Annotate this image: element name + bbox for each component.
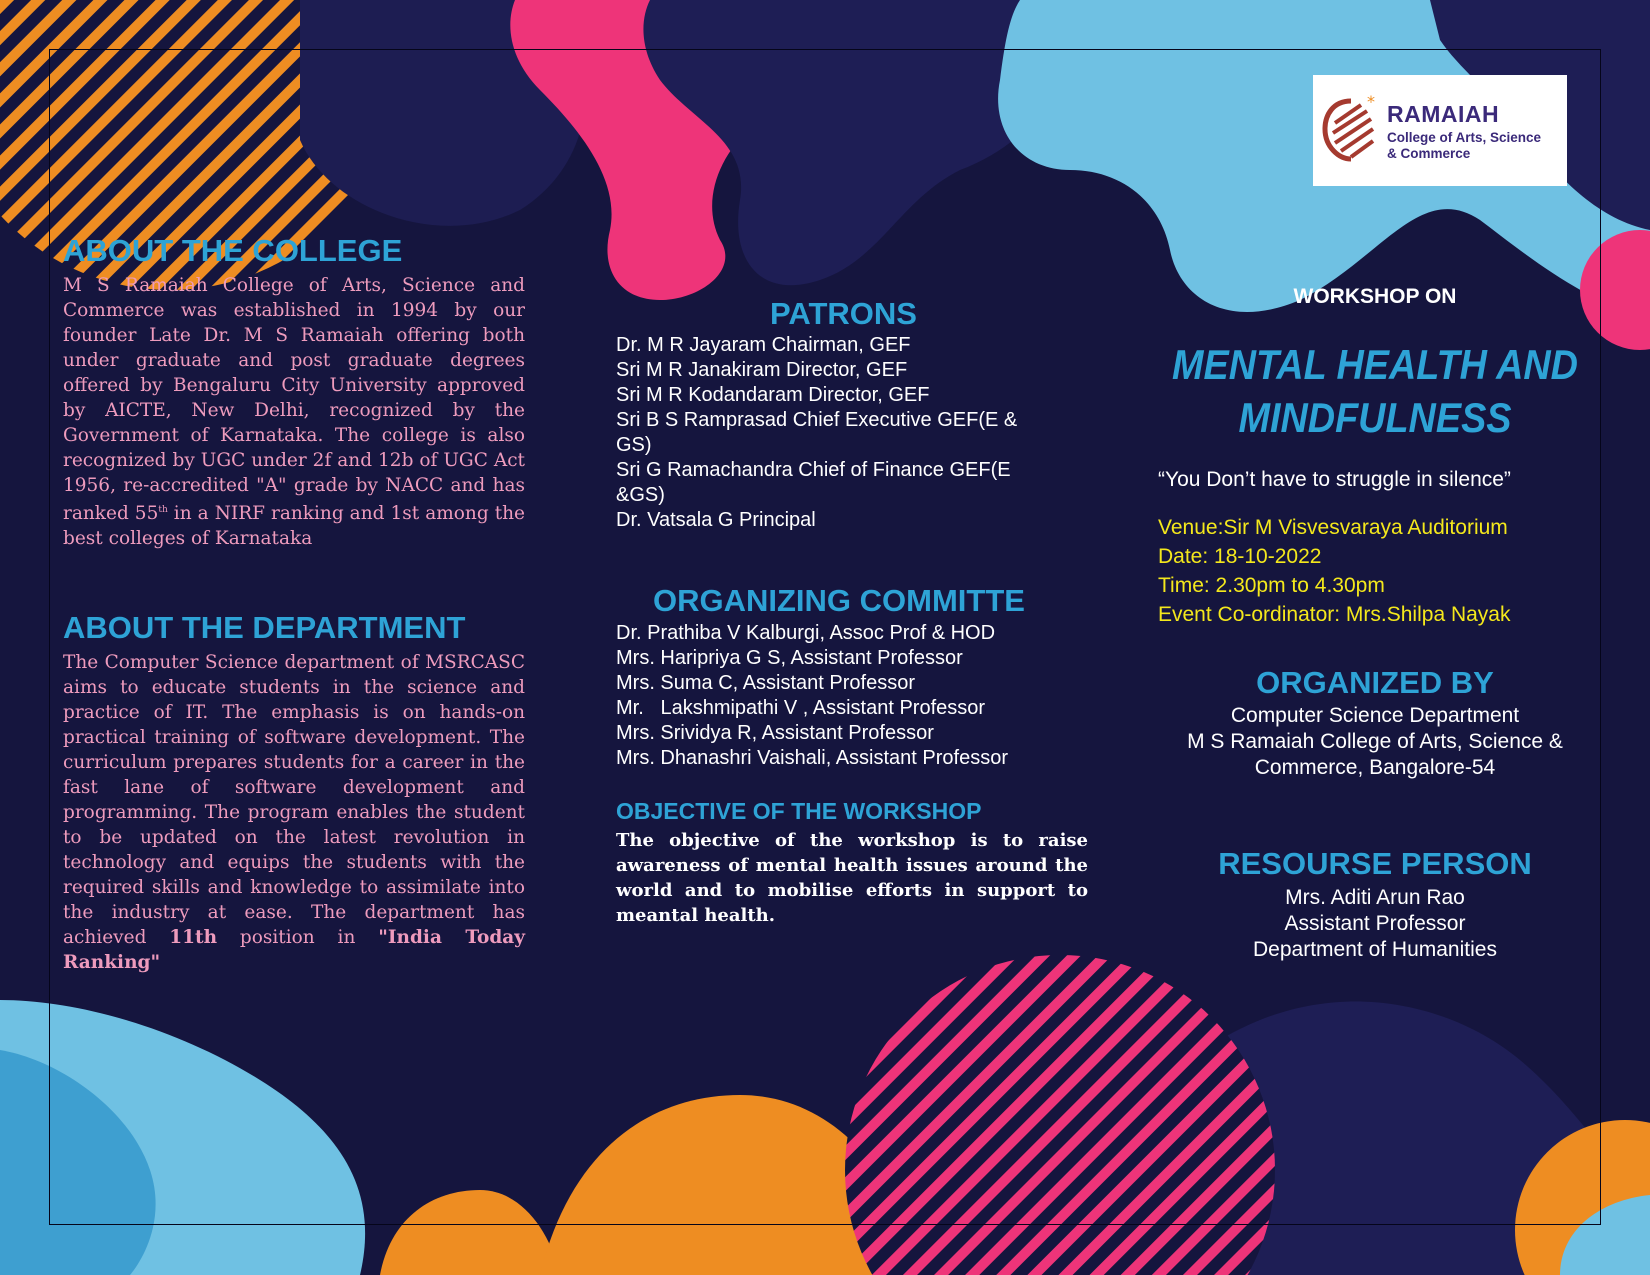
event-coordinator: Event Co-ordinator: Mrs.Shilpa Nayak — [1158, 603, 1511, 626]
organized-by-line2: M S Ramaiah College of Arts, Science & — [1187, 730, 1563, 753]
resource-person-heading: RESOURSE PERSON — [1218, 846, 1532, 881]
resource-person-dept: Department of Humanities — [1253, 938, 1497, 961]
patrons-heading: PATRONS — [770, 296, 917, 331]
organized-by-line3: Commerce, Bangalore-54 — [1254, 756, 1496, 779]
list-item: &GS) — [616, 484, 665, 506]
college-logo — [1313, 75, 1567, 186]
about-department-body: The Computer Science department of MSRCASC aims to educate students in the science and practice of IT. The emphasis is on hands-on practical training of software development. The curriculum prepares students for a career in the fast lane of software development and programming. The program enables the student to be updated on the latest revolution in technology and equips the students with the required skills and knowledge to assimilate into the industry at ease. The department has achieved — [63, 652, 525, 948]
about-department-text — [63, 650, 525, 975]
organized-by-heading: ORGANIZED BY — [1256, 665, 1494, 700]
objective-text: The objective of the workshop is to raise awareness of mental health issues around the world and to mobilise efforts in support to meantal health. — [616, 830, 1088, 926]
about-college-body: M S Ramaiah College of Arts, Science and Commerce was established in 1994 by our founder Late Dr. M S Ramaiah offering both under graduate and post graduate degrees offered by Bengaluru City University approved by AICTE, New Delhi, recognized by the Government of Karnataka. The college is also recognized by UGC under 2f and 12b of UGC Act 1956, re-accredited "A" grade by NACC and has ranked 55 — [63, 275, 525, 525]
workshop-title — [1164, 338, 1587, 444]
about-department-heading: ABOUT THE DEPARTMENT — [63, 610, 466, 645]
organized-by-details — [1150, 703, 1600, 781]
organized-by-line1: Computer Science Department — [1230, 704, 1520, 727]
list-item: Dr. Prathiba V Kalburgi, Assoc Prof & HOD — [616, 622, 996, 644]
event-date: Date: 18-10-2022 — [1158, 545, 1322, 568]
logo-subtitle-line2: & Commerce — [1387, 146, 1471, 161]
objective-heading: OBJECTIVE OF THE WORKSHOP — [616, 798, 982, 824]
workshop-title-line2: MINDFULNESS — [1238, 394, 1512, 441]
list-item: Mrs. Dhanashri Vaishali, Assistant Professor — [616, 747, 1009, 769]
department-rank: 11th — [169, 927, 218, 948]
list-item: Sri B S Ramprasad Chief Executive GEF(E & — [616, 409, 1018, 431]
list-item: Dr. M R Jayaram Chairman, GEF — [616, 334, 911, 356]
svg-text:*: * — [1367, 93, 1375, 111]
about-college-heading: ABOUT THE COLLEGE — [63, 233, 403, 268]
workshop-title-line1: MENTAL HEALTH AND — [1172, 341, 1578, 388]
about-college-body-end: in a NIRF ranking and 1st among the best colleges of Karnataka — [63, 503, 525, 550]
ramaiah-emblem-icon — [1321, 93, 1381, 165]
list-item: Dr. Vatsala G Principal — [616, 509, 816, 531]
resource-person-details — [1150, 885, 1600, 963]
workshop-quote: “You Don’t have to struggle in silence” — [1158, 468, 1511, 491]
list-item: Sri G Ramachandra Chief of Finance GEF(E — [616, 459, 1011, 481]
event-details — [1158, 513, 1510, 629]
event-venue: Venue:Sir M Visvesvaraya Auditorium — [1158, 516, 1508, 539]
workshop-label: WORKSHOP ON — [1293, 285, 1457, 308]
logo-subtitle — [1387, 130, 1567, 162]
list-item: Mrs. Haripriya G S, Assistant Professor — [616, 647, 963, 669]
list-item: Mrs. Srividya R, Assistant Professor — [616, 722, 934, 744]
resource-person-name: Mrs. Aditi Arun Rao — [1285, 886, 1465, 909]
list-item: Sri M R Kodandaram Director, GEF — [616, 384, 930, 406]
logo-subtitle-line1: College of Arts, Science — [1387, 130, 1542, 145]
department-ranking-name: "India Today Ranking" — [63, 927, 525, 973]
event-time: Time: 2.30pm to 4.30pm — [1158, 574, 1385, 597]
list-item: Mrs. Suma C, Assistant Professor — [616, 672, 915, 694]
resource-person-role: Assistant Professor — [1284, 912, 1466, 935]
logo-name: RAMAIAH — [1387, 101, 1500, 127]
about-college-superscript: th — [158, 505, 168, 515]
about-college-text — [63, 273, 525, 551]
list-item: GS) — [616, 434, 652, 456]
list-item: Sri M R Janakiram Director, GEF — [616, 359, 908, 381]
organizing-list — [616, 621, 1086, 771]
patrons-list — [616, 333, 1076, 533]
about-department-body-mid: position in — [217, 927, 379, 948]
list-item: Mr. Lakshmipathi V , Assistant Professor — [616, 697, 986, 719]
organizing-heading: ORGANIZING COMMITTE — [653, 583, 1025, 618]
